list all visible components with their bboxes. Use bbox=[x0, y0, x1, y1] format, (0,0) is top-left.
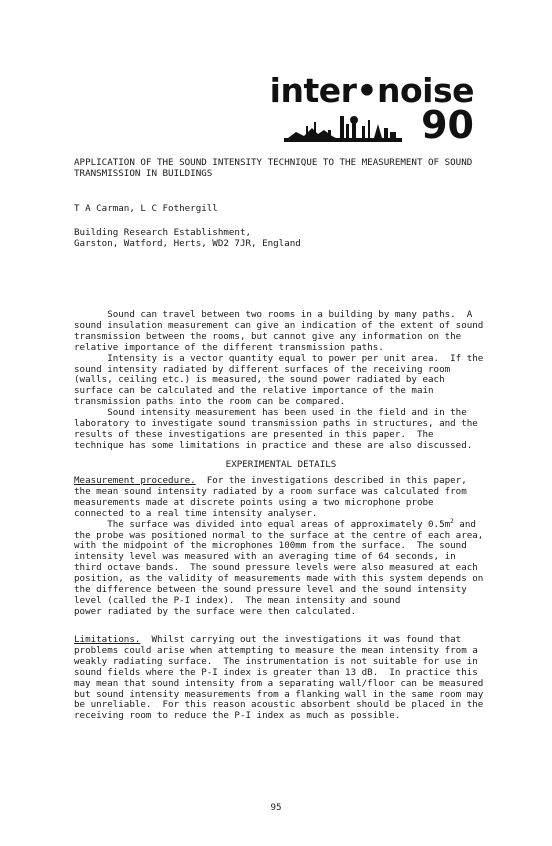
abstract: Sound can travel between two rooms in a building by many paths. A sound insulation measurement can give an indication of the extent of sound transmission between the rooms, but cannot give any information on the relative importance of the different transmission paths. Intensity is a vector quantity equal to power per unit area. If the sound intensity radiated by different surfaces of the receiving room (walls, ceiling etc.) is measured, the sound power radiated by each surface can be calculated and the relative importance of the main transmission paths into the room can be compared. Sound intensity measurement has been used in the field and in the laboratory to investigate sound transmission paths in structures, and the results of these investigations are presented in this paper. The technique has some limitations in practice and these are also discussed. bbox=[74, 309, 484, 451]
affiliation: Building Research Establishment, Garston, Watford, Herts, WD2 7JR, England bbox=[74, 227, 301, 249]
conference-logo bbox=[269, 71, 474, 147]
section-label: Measurement procedure. bbox=[74, 475, 196, 486]
logo-year: 90 bbox=[421, 103, 474, 147]
author-list: T A Carman, L C Fothergill bbox=[74, 203, 218, 214]
paper-title: APPLICATION OF THE SOUND INTENSITY TECHNIQUE TO THE MEASUREMENT OF SOUND TRANSMISSION IN BUILDINGS bbox=[74, 157, 473, 179]
logo-wordmark: inter•noise bbox=[269, 71, 474, 110]
page-number: 95 bbox=[270, 802, 282, 813]
section-label: Limitations. bbox=[74, 634, 141, 645]
city-skyline-icon bbox=[284, 112, 402, 144]
section-heading: EXPERIMENTAL DETAILS bbox=[225, 459, 337, 470]
measurement-procedure-section: Measurement procedure. For the investigations described in this paper, the mean sound intensity radiated by a room surface was calculated from measurements made at discrete points using a two microphone probe connected to a real time intensity analyser. The surface was divided into equal areas of approximately $0.5m^2$ and the probe was positioned normal to the surface at the centre of each area, with the midpoint of the microphones 100mm from the surface. The sound intensity level was measured with an averaging time of 64 seconds, in third octave bands. The sound pressure levels were also measured at each position, as the validity of measurements made with this system depends on the difference between the sound pressure level and the sound intensity level (called the P-I index). The mean intensity and sound power radiated by the surface were then calculated. bbox=[74, 475, 484, 617]
limitations-section: Limitations. Whilst carrying out the investigations it was found that problems could arise when attempting to measure the mean intensity from a weakly radiating surface. The instrumentation is not suitable for use in sound fields where the P-I index is greater than 13 dB. In practice this may mean that sound intensity from a separating wall/floor can be measured but sound intensity measurements from a flanking wall in the same room may be unreliable. For this reason acoustic absorbent should be placed in the receiving room to reduce the P-I index as much as possible. bbox=[74, 634, 484, 722]
